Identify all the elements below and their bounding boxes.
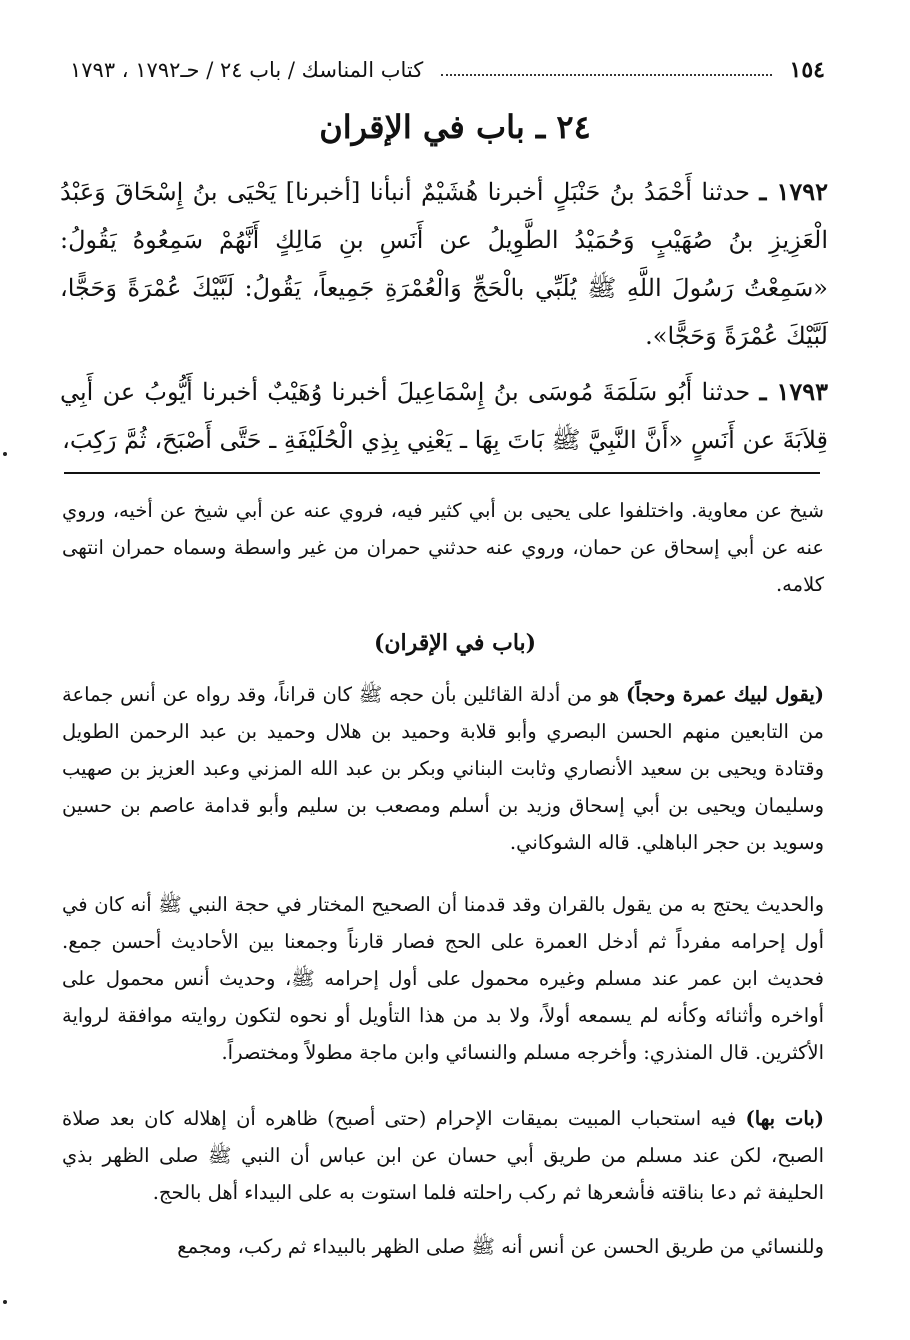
commentary-text: فيه استحباب المبيت بميقات الإحرام (حتى أصبح) ظاهره أن إهلاله كان بعد صلاة الصبح، لكن عند مسلم من طريق أبي حسان عن ابن عباس أن النبي ﷺ صلى الظهر بذي الحليفة ثم دعا بناقته فأشعرها ثم ركب راحلته فلما استوت به على البيداء أهل بالحج. [62,1107,824,1204]
commentary-paragraph [62,1100,824,1211]
commentary-section-title: (باب في الإقران) [373,630,537,656]
hadith-number: ١٧٩٣ ـ [759,377,828,406]
chapter-title: ٢٤ ـ باب في الإقران [319,108,591,146]
commentary-keyword: (بات بها) [745,1107,824,1130]
header-dotted-leader [441,74,771,76]
hadith-text: حدثنا أَبُو سَلَمَةَ مُوسَى بنُ إِسْمَاعِيلَ أخبرنا وُهَيْبٌ أخبرنا أَيُّوبُ عن أَبِي قِلاَبَةَ عن أَنَسٍ «أَنَّ النَّبِيَّ ﷺ بَاتَ بِهَا ـ يَعْنِي بِذِي الْحُلَيْفَةِ ـ حَتَّى أَصْبَحَ، ثُمَّ رَكِبَ، [60,378,828,454]
running-header [70,52,825,88]
hadith-number: ١٧٩٢ ـ [759,177,829,206]
scan-speck [3,1300,7,1304]
footnote-divider [64,472,820,474]
hadith-1793 [60,368,828,464]
running-title: كتاب المناسك / باب ٢٤ / حـ١٧٩٢ ، ١٧٩٣ [70,58,424,82]
hadith-text: حدثنا أَحْمَدُ بنُ حَنْبَلٍ أخبرنا هُشَيْمٌ أنبأنا [أخبرنا] يَحْيَى بنُ إِسْحَاقَ وَعَبْدُ الْعَزِيزِ بنُ صُهَيْبٍ وَحُمَيْدُ الطَّوِيلُ عن أَنَسِ بنِ مَالِكٍ أَنَّهُمْ سَمِعُوهُ يَقُولُ: «سَمِعْتُ رَسُولَ اللَّهِ ﷺ يُلَبِّي بالْحَجِّ وَالْعُمْرَةِ جَمِيعاً، يَقُولُ: لَبَّيْكَ عُمْرَةً وَحَجًّا، لَبَّيْكَ عُمْرَةً وَحَجًّا». [60,178,828,350]
commentary-paragraph: والحديث يحتج به من يقول بالقران وقد قدمنا أن الصحيح المختار في حجة النبي ﷺ أنه كان في أول إحرامه مفرداً ثم أدخل العمرة على الحج فصار قارناً وجمعنا بين الأحاديث أحسن جمع. فحديث ابن عمر عند مسلم وغيره محمول على أول إحرامه ﷺ، وحديث أنس محمول على أواخره وأثنائه وكأنه لم يسمعه أولاً، ولا بد من هذا التأويل أو نحوه لتكون روايته موافقة لرواية الأكثرين. قال المنذري: وأخرجه مسلم والنسائي وابن ماجة مطولاً ومختصراً. [62,893,824,1064]
commentary-paragraph: وللنسائي من طريق الحسن عن أنس أنه ﷺ صلى الظهر بالبيداء ثم ركب، ومجمع [177,1235,824,1258]
commentary-paragraph [62,676,824,861]
commentary-keyword: (يقول لبيك عمرة وحجاً) [626,683,824,706]
hadith-1792 [60,168,828,360]
commentary-text: هو من أدلة القائلين بأن حجه ﷺ كان قراناً، وقد رواه عن أنس جماعة من التابعين منهم الحسن البصري وأبو قلابة وحميد بن هلال وحميد بن عبد الرحمن الطويل وقتادة ويحيى بن سعيد الأنصاري وثابت البناني وبكر بن عبد الله المزني وعبد العزيز بن صهيب وسليمان ويحيى بن أبي إسحاق وزيد بن أسلم ومصعب بن سليم وأبو قدامة عاصم بن حسين وسويد بن حجر الباهلي. قاله الشوكاني. [62,683,824,854]
page-number: ١٥٤ [789,57,825,83]
commentary-paragraph: شيخ عن معاوية. واختلفوا على يحيى بن أبي كثير فيه، فروي عنه عن أبي شيخ عن أخيه، وروي عنه عن أبي إسحاق عن حمان، وروي عنه حدثني حمران من غير واسطة وسماه حمران انتهى كلامه. [62,499,824,596]
scan-speck [3,452,7,456]
